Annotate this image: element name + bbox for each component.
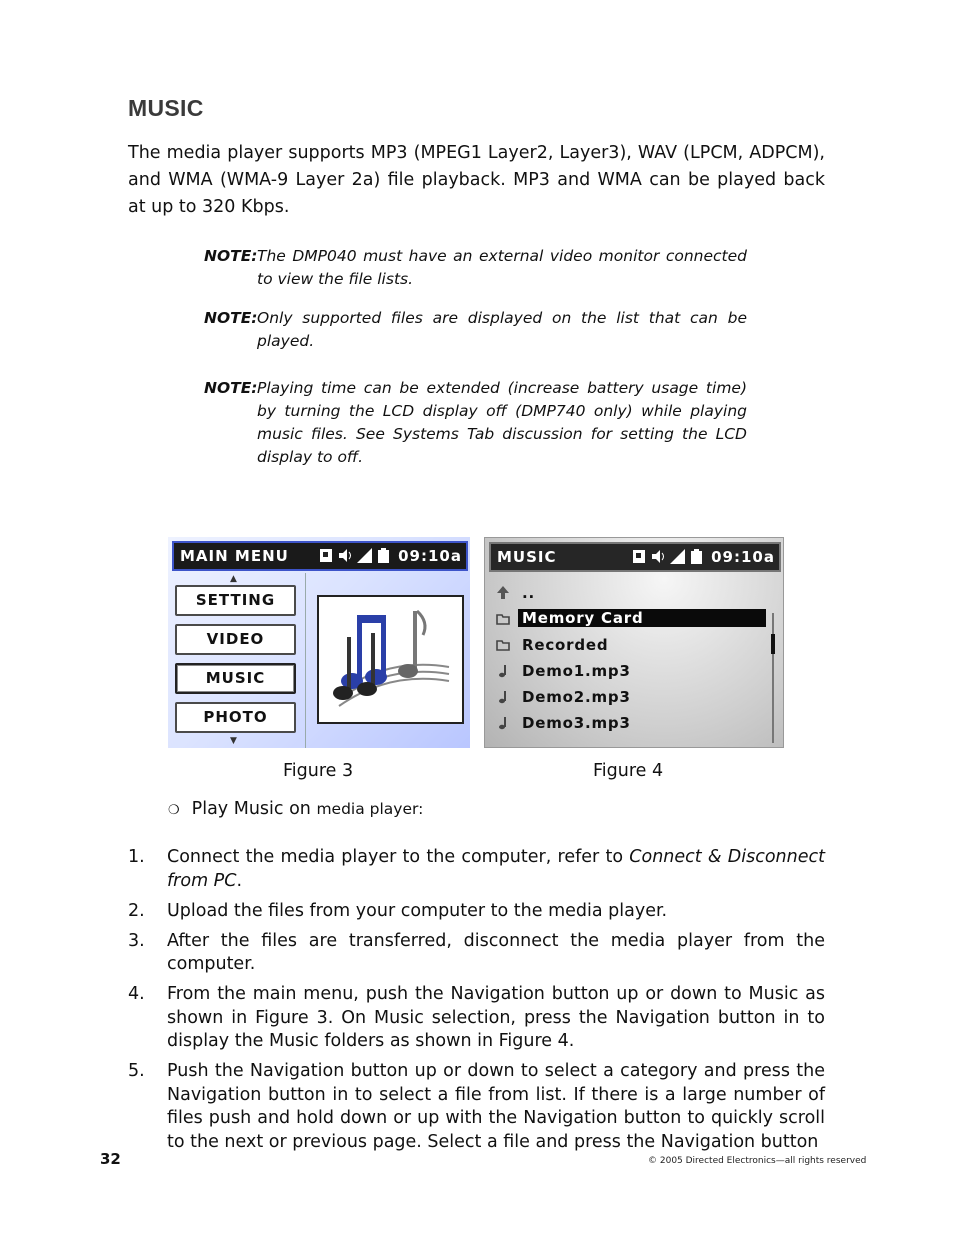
card-icon (632, 548, 647, 565)
step-link-text: Connect & Disconnect from PC (167, 847, 825, 891)
clock: 09:10a (711, 548, 775, 566)
screen-title: MAIN MENU (180, 547, 289, 565)
step-text: Push the Navigation button up or down to select a category and press the Navigation button in to select a file from list. If there is a large number of files push and hold down or up with the Navigation button to quickly scroll to the next or previous page. Select a file and press the Navigation button (167, 1061, 825, 1152)
figure3-main-menu-screen (168, 537, 470, 748)
step-number: 2. (128, 900, 145, 921)
bullet-line (168, 799, 423, 819)
step-text: Upload the files from your computer to the media player. (167, 900, 668, 921)
step-4 (128, 983, 825, 1054)
step-text: After the files are transferred, disconnect the media player from the computer. (167, 930, 825, 974)
status-icons (632, 548, 704, 565)
music-preview (317, 595, 464, 724)
status-icons (319, 547, 391, 564)
note-text: Only supported files are displayed on the list that can be played. (257, 309, 747, 350)
scroll-down-icon: ▼ (230, 736, 237, 746)
list-item-demo3[interactable] (495, 712, 765, 734)
list-item-label: Demo1.mp3 (522, 662, 631, 680)
up-folder-icon (495, 585, 511, 601)
music-note-icon (495, 715, 511, 731)
note-text: The DMP040 must have an external video monitor connected to view the file lists. (257, 247, 747, 288)
list-item-parent[interactable] (495, 582, 765, 604)
screen-title: MUSIC (497, 548, 557, 566)
copyright-text: © 2005 Directed Electronics—all rights reserved (648, 1156, 867, 1166)
status-bar (489, 542, 781, 572)
list-item-recorded[interactable] (495, 634, 765, 656)
menu-item-music[interactable]: MUSIC (175, 663, 296, 694)
note-text: Playing time can be extended (increase battery usage time) by turning the LCD display off (DMP740 only) while playing music files. See Systems Tab discussion for setting the LCD display to off. (257, 379, 747, 466)
music-notes-icon (319, 597, 462, 722)
step-text: Connect the media player to the computer, refer to (167, 847, 630, 867)
menu-column (168, 573, 306, 748)
step-number: 5. (128, 1061, 145, 1081)
note-2 (204, 307, 747, 353)
note-label: NOTE: (204, 379, 258, 397)
folder-icon (495, 611, 511, 627)
clock: 09:10a (398, 547, 462, 565)
note-label: NOTE: (204, 309, 258, 327)
step-text: From the main menu, push the Navigation button up or down to Music as shown in Figure 3. On Music selection, press the Navigation button in to display the Music folders as shown in Figure 4. (167, 984, 825, 1051)
list-item-label: Recorded (522, 636, 609, 654)
list-item-memory-card[interactable] (495, 608, 765, 630)
folder-icon (495, 637, 511, 653)
note-3 (204, 377, 747, 469)
status-bar (172, 541, 468, 571)
battery-icon (376, 547, 391, 564)
signal-icon (670, 548, 685, 565)
bullet-text-small: media player: (316, 800, 424, 818)
steps-list (128, 846, 825, 1161)
music-note-icon (495, 689, 511, 705)
signal-icon (357, 547, 372, 564)
step-5 (128, 1060, 825, 1154)
music-note-icon (495, 663, 511, 679)
figure4-caption: Figure 4 (593, 761, 664, 781)
step-2 (128, 900, 825, 924)
list-item-label: Memory Card (518, 609, 766, 627)
menu-item-setting[interactable]: SETTING (175, 585, 296, 616)
step-number: 3. (128, 930, 145, 951)
note-label: NOTE: (204, 247, 258, 265)
speaker-icon (651, 548, 666, 565)
list-item-label: Demo3.mp3 (522, 714, 631, 732)
list-item-demo2[interactable] (495, 686, 765, 708)
bullet-icon: ❍ (168, 803, 180, 818)
list-item-demo1[interactable] (495, 660, 765, 682)
step-1 (128, 846, 825, 893)
battery-icon (689, 548, 704, 565)
section-heading: MUSIC (128, 95, 204, 121)
scrollbar-thumb[interactable] (771, 634, 775, 654)
figure4-music-list-screen (484, 537, 784, 748)
scrollbar-track[interactable] (772, 613, 774, 743)
page-number: 32 (100, 1150, 121, 1168)
list-item-label: Demo2.mp3 (522, 688, 631, 706)
menu-item-photo[interactable]: PHOTO (175, 702, 296, 733)
step-end: . (236, 870, 243, 891)
speaker-icon (338, 547, 353, 564)
step-number: 1. (128, 847, 145, 867)
card-icon (319, 547, 334, 564)
bullet-text: Play Music on (191, 799, 317, 819)
note-1 (204, 245, 747, 291)
step-number: 4. (128, 984, 145, 1004)
menu-item-video[interactable]: VIDEO (175, 624, 296, 655)
step-3 (128, 930, 825, 977)
figure3-caption: Figure 3 (283, 761, 354, 781)
intro-paragraph: The media player supports MP3 (MPEG1 Layer2, Layer3), WAV (LPCM, ADPCM), and WMA (WMA-9 Layer 2a) file playback. MP3 and WMA can be played back at up to 320 Kbps. (128, 143, 825, 217)
scroll-up-icon: ▲ (230, 574, 237, 584)
list-item-label: .. (522, 584, 535, 602)
